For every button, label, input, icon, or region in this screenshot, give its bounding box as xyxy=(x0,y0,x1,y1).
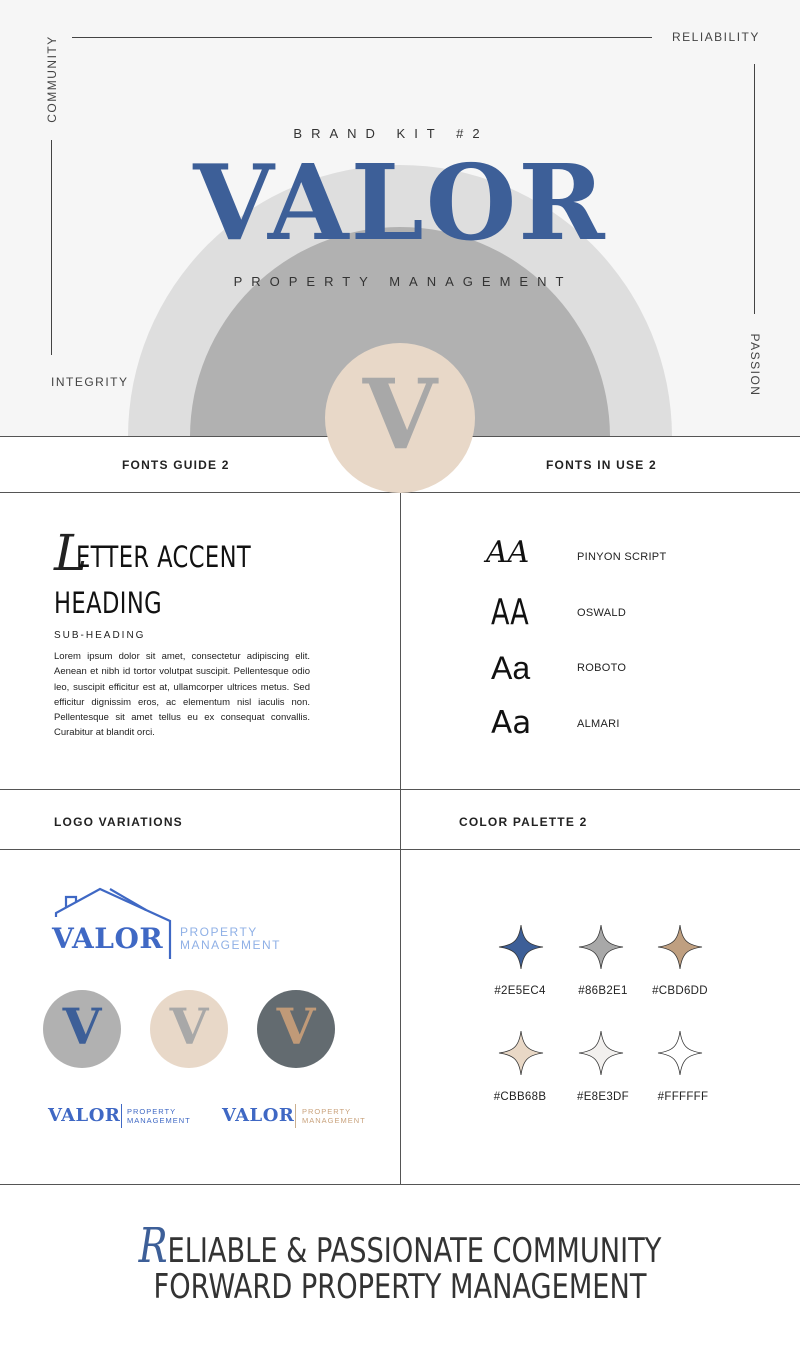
side-word-integrity: INTEGRITY xyxy=(51,375,129,389)
monogram-letter: V xyxy=(362,358,438,471)
horizontal-logo-tan-sub-1: PROPERTY xyxy=(302,1107,352,1116)
swatch-star-5 xyxy=(578,1030,624,1076)
brand-kit-label: BRAND KIT #2 xyxy=(293,126,489,141)
logo-variations-title: LOGO VARIATIONS xyxy=(54,815,183,829)
swatch-star-1 xyxy=(498,924,544,970)
body-text: Lorem ipsum dolor sit amet, consectetur adipiscing elit. Aenean et nibh id tortor volutpat suscipit. Pellentesque odio leo, suscipit efficitur est at, ullamcorper ultrices metus. Sed efficitur dignissim eros, ac elementum nisl iaculis non. Pellentesque sit amet tellus eu ex consequat convallis. Curabitur at blandit orci. xyxy=(54,651,310,739)
fonts-guide-title: FONTS GUIDE 2 xyxy=(122,458,230,472)
logo-circle-gray xyxy=(43,990,121,1068)
swatch-star-3 xyxy=(657,924,703,970)
font-name-pinyon: PINYON SCRIPT xyxy=(577,551,667,563)
font-sample-almari: Aa xyxy=(491,705,532,741)
side-word-passion: PASSION xyxy=(748,333,762,397)
heading-line-2: HEADING xyxy=(54,586,163,620)
horizontal-logo-tan-wordmark: VALOR xyxy=(222,1105,295,1126)
divider xyxy=(400,492,401,1184)
primary-logo-sub-2: MANAGEMENT xyxy=(180,938,282,952)
accent-letter: L xyxy=(54,524,88,582)
footer-accent-letter: R xyxy=(138,1218,168,1274)
letter-accent-heading xyxy=(54,524,384,624)
brand-title: VALOR xyxy=(193,141,607,264)
footer-line-2: FORWARD PROPERTY MANAGEMENT xyxy=(153,1267,647,1307)
monogram-badge xyxy=(325,343,475,493)
font-sample-oswald: AA xyxy=(491,592,529,633)
logo-circle-monogram: V xyxy=(276,997,316,1056)
footer-tagline xyxy=(0,1218,800,1307)
divider xyxy=(0,1184,800,1185)
heading-line-1: ETTER ACCENT xyxy=(76,540,252,574)
top-frame-line xyxy=(72,37,652,38)
logo-circle-beige xyxy=(150,990,228,1068)
brand-subtitle: PROPERTY MANAGEMENT xyxy=(233,274,573,289)
side-word-reliability: RELIABILITY xyxy=(672,30,760,44)
font-sample-roboto: Aa xyxy=(491,650,531,686)
swatch-label-2: #86B2E1 xyxy=(578,985,628,997)
swatch-label-6: #FFFFFF xyxy=(657,1091,709,1103)
horizontal-logo-tan-sub-2: MANAGEMENT xyxy=(302,1116,366,1125)
swatch-star-2 xyxy=(578,924,624,970)
font-name-almari: ALMARI xyxy=(577,718,620,730)
logo-circle-slate xyxy=(257,990,335,1068)
swatch-star-6 xyxy=(657,1030,703,1076)
logo-circle-monogram: V xyxy=(62,997,102,1056)
logo-separator xyxy=(295,1104,296,1128)
sub-heading: SUB-HEADING xyxy=(54,630,146,641)
primary-logo-wordmark: VALOR xyxy=(52,922,164,955)
swatch-label-3: #CBD6DD xyxy=(652,985,708,997)
font-sample-pinyon: AA xyxy=(486,535,530,570)
swatch-label-4: #CBB68B xyxy=(493,1091,547,1103)
font-name-oswald: OSWALD xyxy=(577,607,627,619)
fonts-in-use-title: FONTS IN USE 2 xyxy=(546,458,657,472)
horizontal-logo-blue-sub-2: MANAGEMENT xyxy=(127,1116,191,1125)
swatch-label-5: #E8E3DF xyxy=(577,1091,629,1103)
swatch-star-4 xyxy=(498,1030,544,1076)
font-name-roboto: ROBOTO xyxy=(577,662,627,674)
primary-logo-sub-1: PROPERTY xyxy=(180,925,258,939)
side-word-community: COMMUNITY xyxy=(45,35,59,123)
swatch-label-1: #2E5EC4 xyxy=(494,985,546,997)
color-palette-title: COLOR PALETTE 2 xyxy=(459,815,588,829)
logo-circle-monogram: V xyxy=(169,997,209,1056)
horizontal-logo-blue-wordmark: VALOR xyxy=(48,1105,121,1126)
footer-line-1 xyxy=(80,1218,720,1274)
horizontal-logo-blue-sub-1: PROPERTY xyxy=(127,1107,177,1116)
logo-separator xyxy=(121,1104,122,1128)
footer-line-1-text: ELIABLE & PASSIONATE COMMUNITY xyxy=(167,1231,662,1271)
